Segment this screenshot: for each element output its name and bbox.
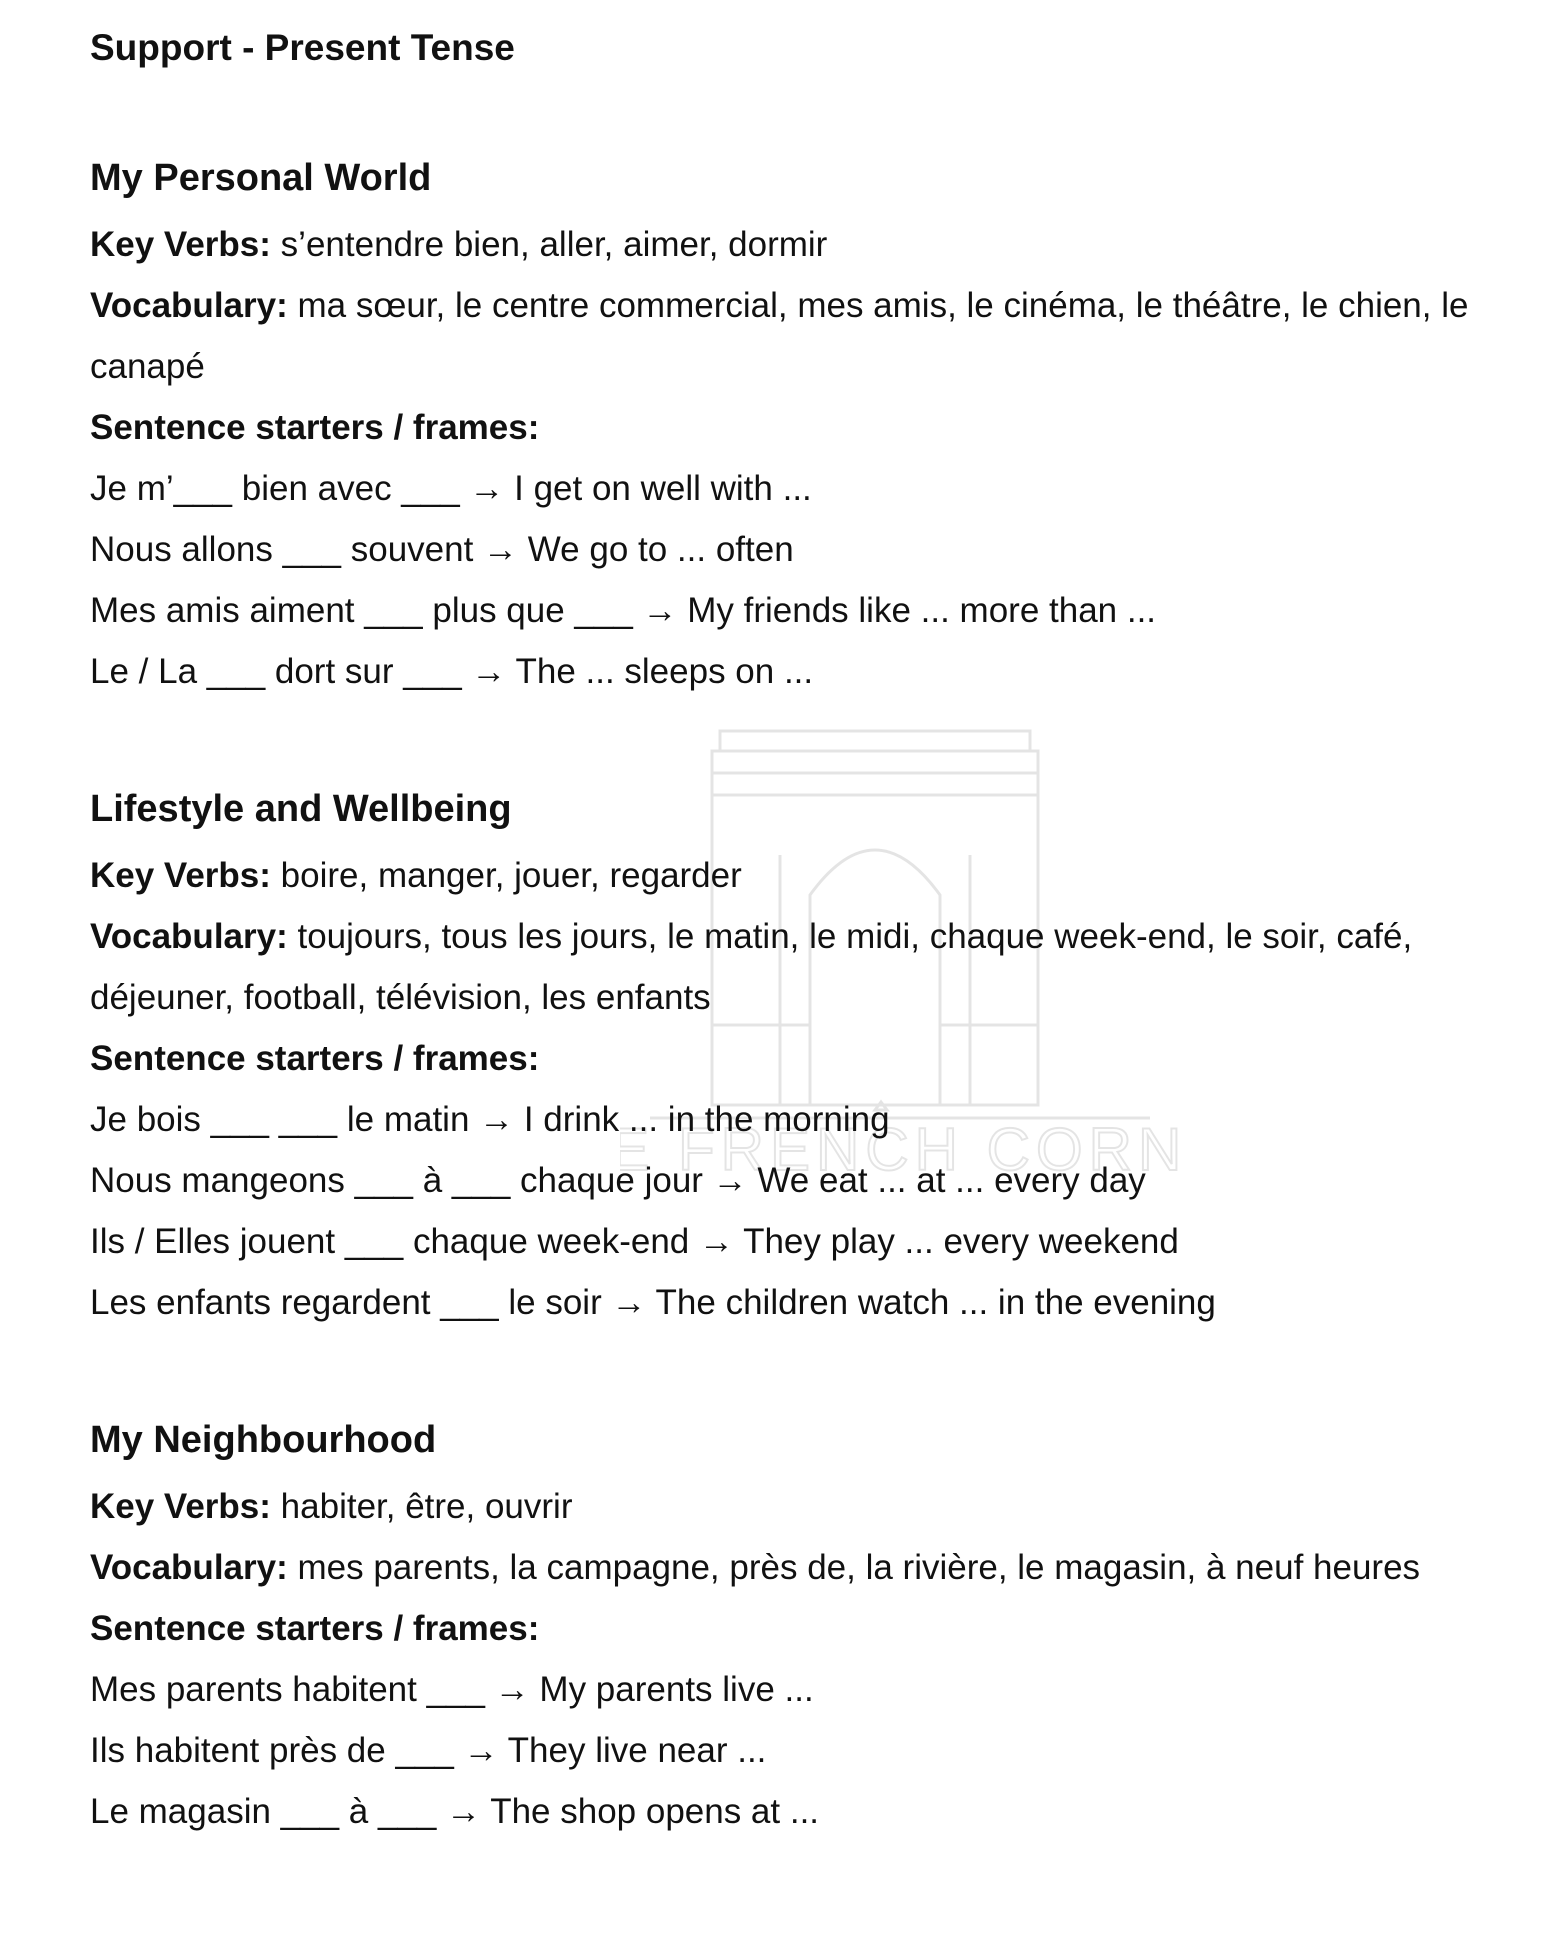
- vocabulary-continuation: déjeuner, football, télévision, les enfants: [90, 978, 711, 1017]
- document-page: [90, 22, 1510, 1921]
- section-my-personal-world: [90, 150, 1510, 702]
- document-title: Support - Present Tense: [90, 27, 515, 68]
- key-verbs-value: habiter, être, ouvrir: [280, 1487, 573, 1526]
- sentence-frame: Les enfants regardent ___ le soir → The children watch ... in the evening: [90, 1283, 1216, 1322]
- key-verbs-label: Key Verbs:: [90, 856, 271, 895]
- sentence-frame: Je m’___ bien avec ___ → I get on well with ...: [90, 469, 812, 508]
- section-my-neighbourhood: [90, 1412, 1510, 1842]
- sentence-starters-label: Sentence starters / frames:: [90, 1039, 540, 1078]
- key-verbs-label: Key Verbs:: [90, 225, 271, 264]
- key-verbs-value: s’entendre bien, aller, aimer, dormir: [280, 225, 828, 264]
- key-verbs-line: [90, 1476, 1510, 1537]
- key-verbs-line: [90, 845, 1510, 906]
- section-heading: My Neighbourhood: [90, 1419, 437, 1461]
- sentence-starters-label: Sentence starters / frames:: [90, 408, 540, 447]
- vocabulary-continuation: canapé: [90, 347, 205, 386]
- vocabulary-value: ma sœur, le centre commercial, mes amis, le cinéma, le théâtre, le chien, le: [297, 286, 1469, 325]
- section-heading: My Personal World: [90, 157, 432, 199]
- key-verbs-value: boire, manger, jouer, regarder: [280, 856, 742, 895]
- sentence-frame: Le / La ___ dort sur ___ → The ... sleeps on ...: [90, 652, 814, 691]
- sentence-frame: Nous mangeons ___ à ___ chaque jour → We eat ... at ... every day: [90, 1161, 1146, 1200]
- sentence-starters-label: Sentence starters / frames:: [90, 1609, 540, 1648]
- sentence-frame: Je bois ___ ___ le matin → I drink ... in the morning: [90, 1100, 890, 1139]
- sentence-frame: Le magasin ___ à ___ → The shop opens at ...: [90, 1792, 820, 1831]
- watermark-text: E FRENCH CORN: [620, 1116, 1180, 1183]
- vocabulary-value: toujours, tous les jours, le matin, le midi, chaque week-end, le soir, café,: [297, 917, 1413, 956]
- sentence-frame: Mes parents habitent ___ → My parents live ...: [90, 1670, 814, 1709]
- sentence-frame: Ils habitent près de ___ → They live near ...: [90, 1731, 767, 1770]
- section-heading: Lifestyle and Wellbeing: [90, 788, 512, 830]
- vocabulary-label: Vocabulary:: [90, 917, 288, 956]
- vocabulary-label: Vocabulary:: [90, 1548, 288, 1587]
- vocabulary-label: Vocabulary:: [90, 286, 288, 325]
- vocabulary-line: [90, 906, 1510, 967]
- vocabulary-value: mes parents, la campagne, près de, la rivière, le magasin, à neuf heures: [297, 1548, 1421, 1587]
- vocabulary-line: [90, 275, 1510, 336]
- section-lifestyle-and-wellbeing: [90, 781, 1510, 1333]
- vocabulary-line: [90, 1537, 1510, 1598]
- key-verbs-label: Key Verbs:: [90, 1487, 271, 1526]
- sentence-frame: Ils / Elles jouent ___ chaque week-end → They play ... every weekend: [90, 1222, 1179, 1261]
- sentence-frame: Nous allons ___ souvent → We go to ... often: [90, 530, 794, 569]
- key-verbs-line: [90, 214, 1510, 275]
- sentence-frame: Mes amis aiment ___ plus que ___ → My friends like ... more than ...: [90, 591, 1157, 630]
